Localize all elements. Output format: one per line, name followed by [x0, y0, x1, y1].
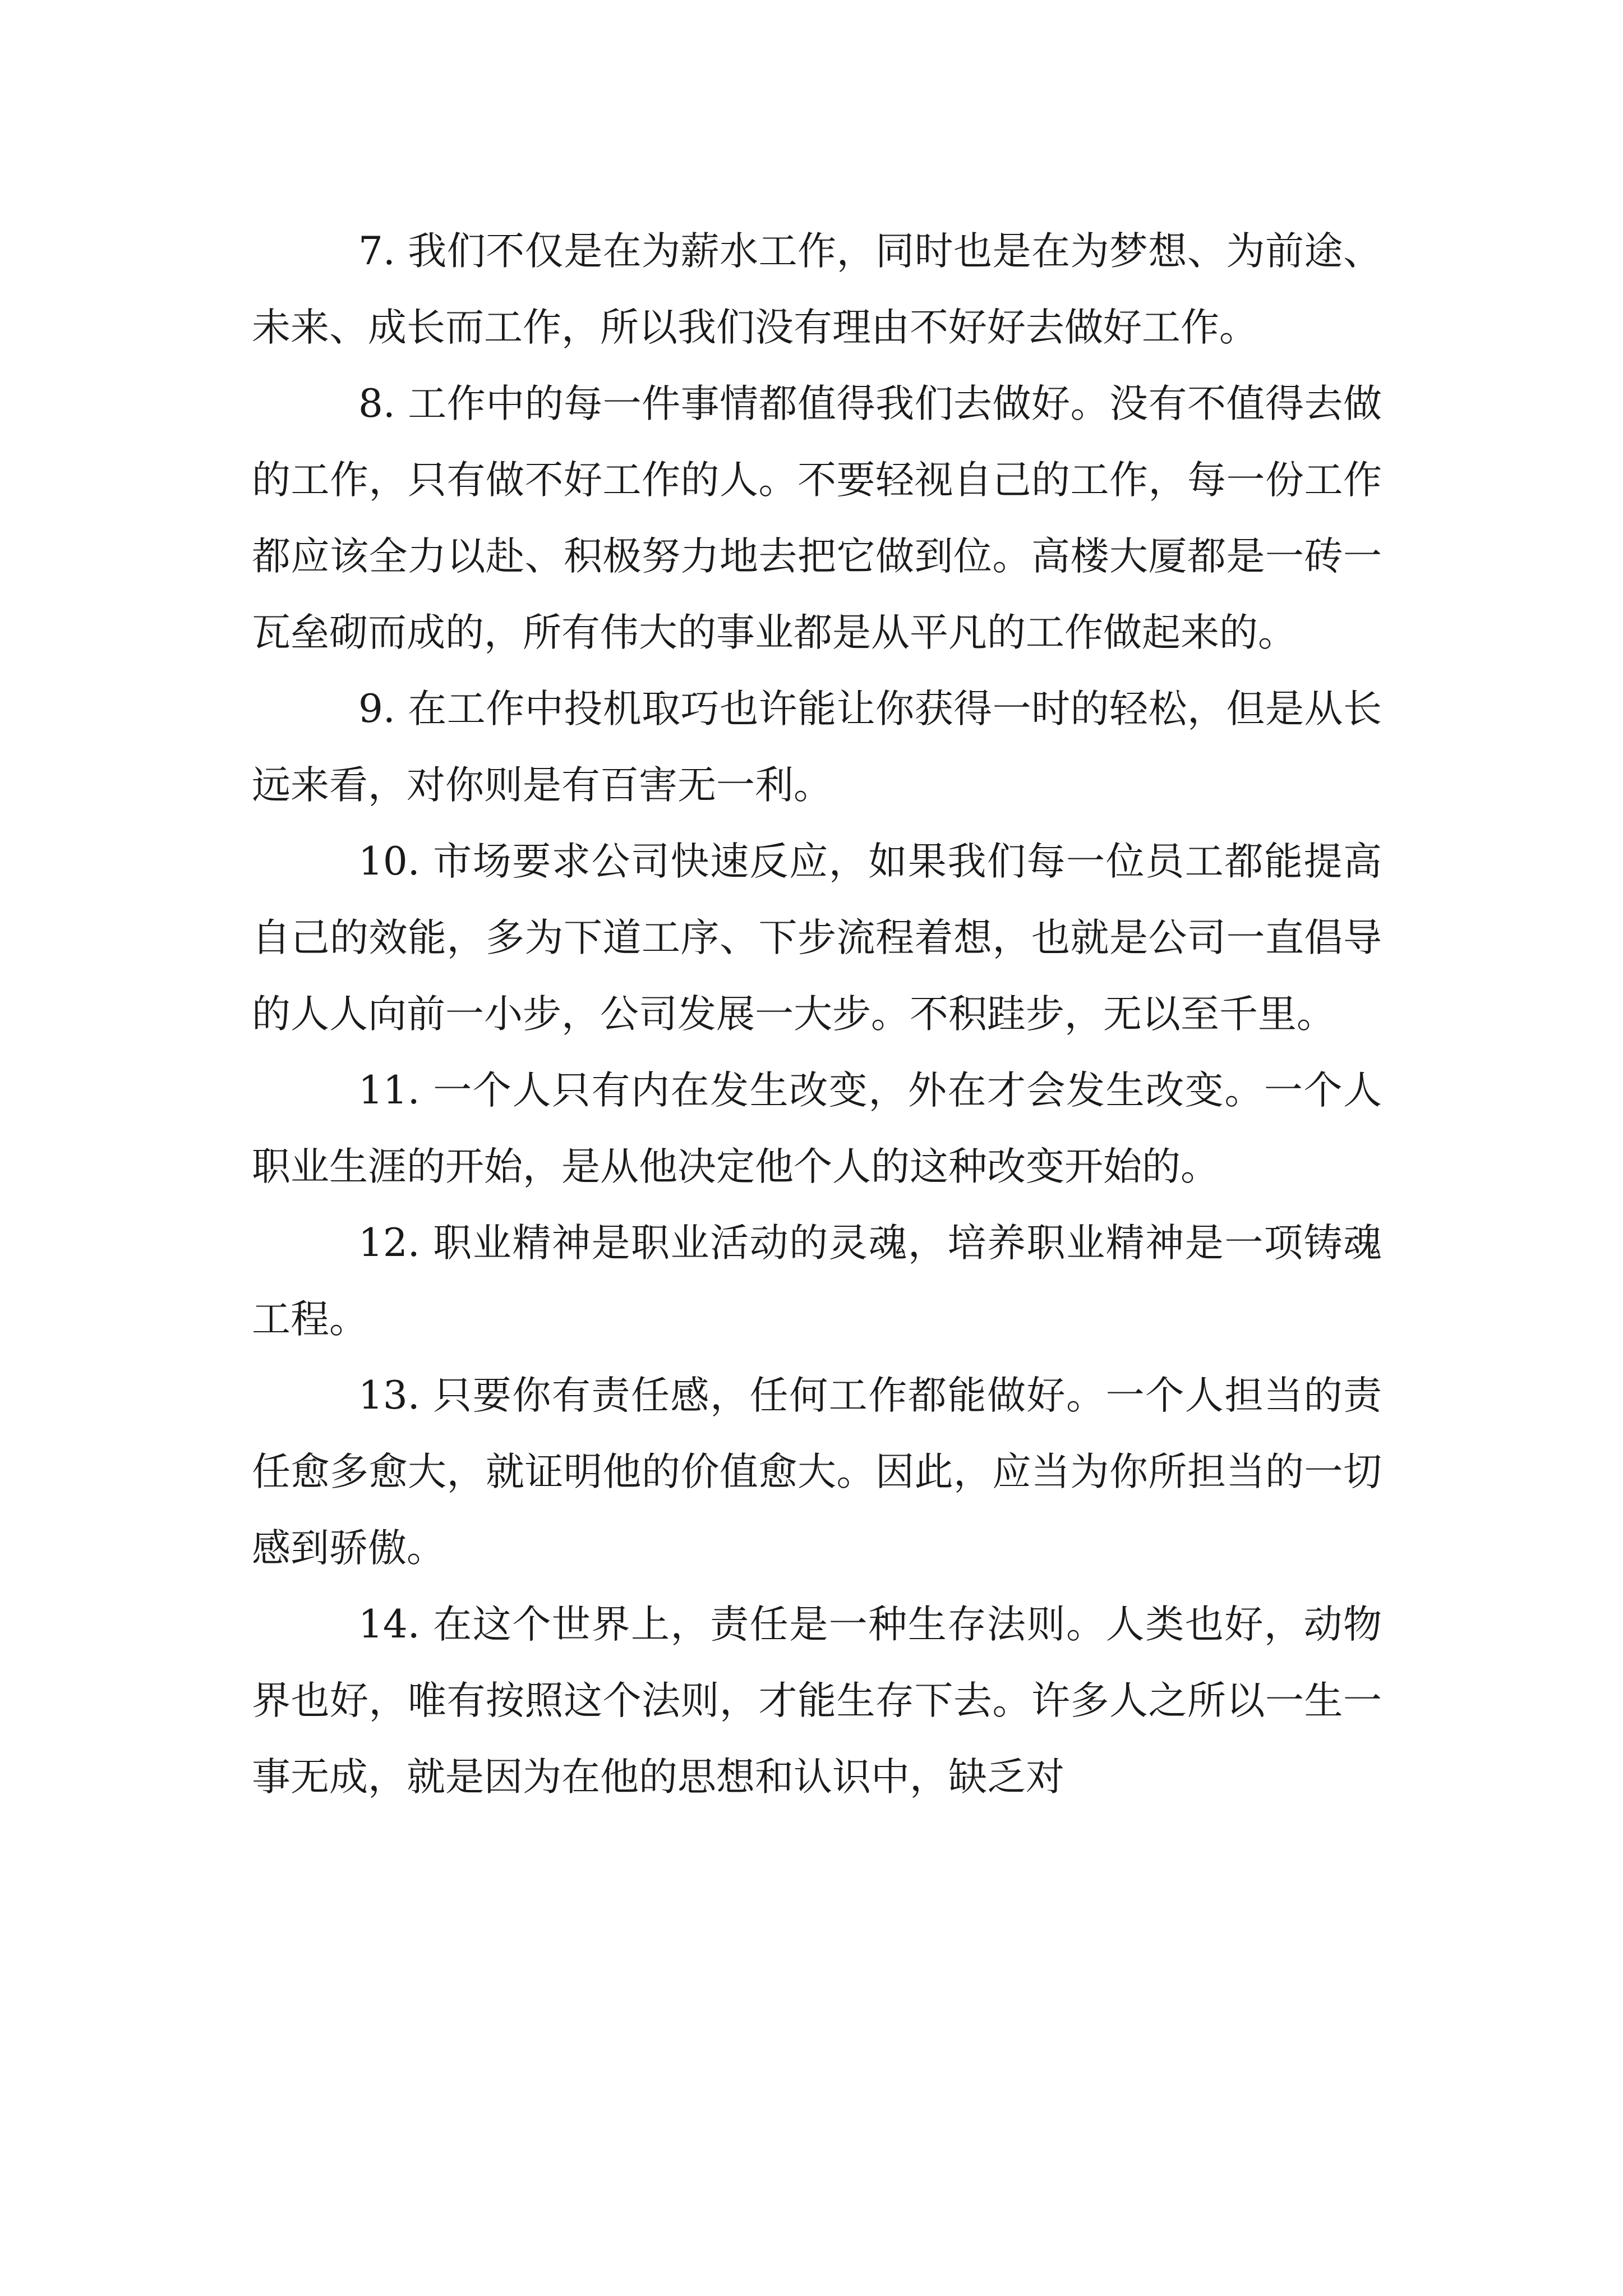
document-body — [252, 213, 1382, 1815]
paragraph-7: 7. 我们不仅是在为薪水工作，同时也是在为梦想、为前途、未来、成长而工作，所以我们没有理由不好好去做好工作。 — [252, 229, 1382, 350]
paragraph-13: 13. 只要你有责任感，任何工作都能做好。一个人担当的责任愈多愈大，就证明他的价值愈大。因此，应当为你所担当的一切感到骄傲。 — [252, 1373, 1382, 1571]
paragraph-8: 8. 工作中的每一件事情都值得我们去做好。没有不值得去做的工作，只有做不好工作的人。不要轻视自己的工作，每一份工作都应该全力以赴、积极努力地去把它做到位。高楼大厦都是一砖一瓦垒砌而成的，所有伟大的事业都是从平凡的工作做起来的。 — [252, 381, 1382, 655]
paragraph-11: 11. 一个人只有内在发生改变，外在才会发生改变。一个人职业生涯的开始，是从他决定他个人的这种改变开始的。 — [252, 1068, 1382, 1189]
paragraph-10: 10. 市场要求公司快速反应，如果我们每一位员工都能提高自己的效能，多为下道工序、下步流程着想，也就是公司一直倡导的人人向前一小步，公司发展一大步。不积跬步，无以至千里。 — [252, 839, 1382, 1037]
paragraph-12: 12. 职业精神是职业活动的灵魂，培养职业精神是一项铸魂工程。 — [252, 1221, 1382, 1342]
paragraph-14: 14. 在这个世界上，责任是一种生存法则。人类也好，动物界也好，唯有按照这个法则，才能生存下去。许多人之所以一生一事无成，就是因为在他的思想和认识中，缺乏对 — [252, 1602, 1382, 1800]
paragraph-9: 9. 在工作中投机取巧也许能让你获得一时的轻松，但是从长远来看，对你则是有百害无一利。 — [252, 687, 1382, 808]
